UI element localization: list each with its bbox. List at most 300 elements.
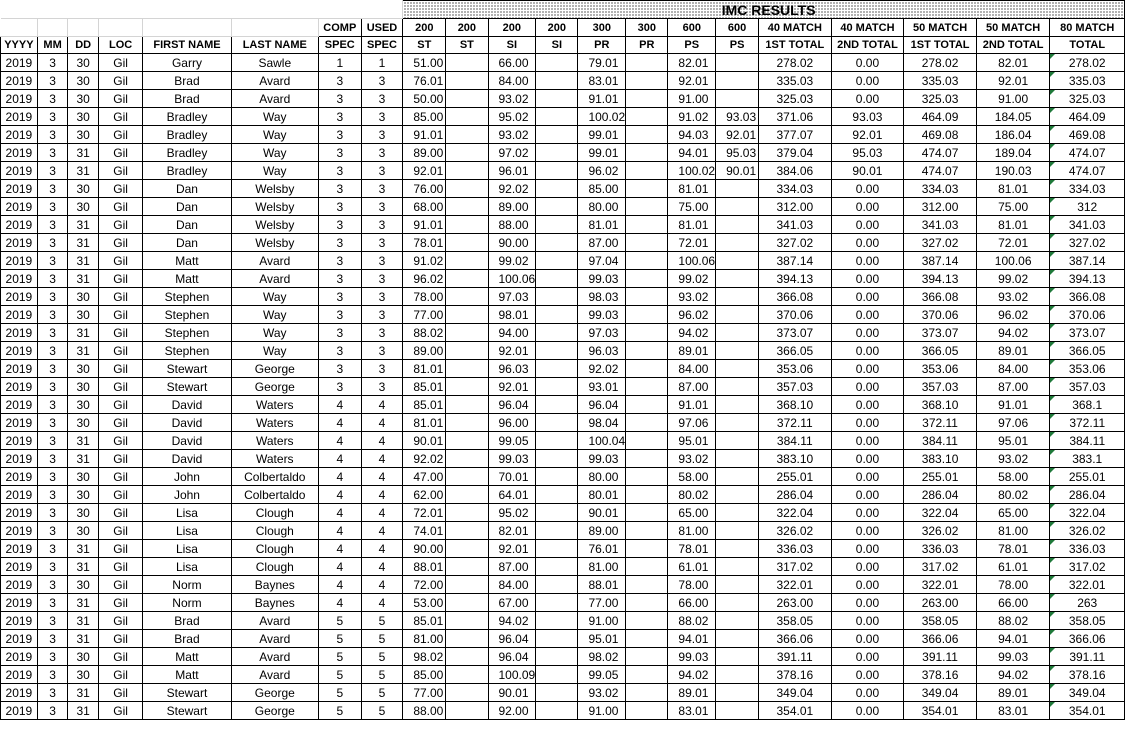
table-cell[interactable]: 3 [361,198,403,216]
table-cell[interactable]: George [231,684,318,702]
table-cell[interactable]: 322.01 [904,576,977,594]
table-cell[interactable] [536,522,578,540]
table-cell[interactable] [536,486,578,504]
table-cell[interactable]: Gil [98,72,142,90]
table-cell[interactable]: 50.00 [403,90,446,108]
table-cell[interactable]: 31 [68,324,99,342]
table-cell[interactable]: 322.04 [759,504,832,522]
table-cell[interactable]: 93.02 [976,288,1050,306]
table-cell[interactable]: 278.02 [1050,54,1125,72]
table-cell[interactable]: 312.00 [759,198,832,216]
table-cell[interactable] [446,108,488,126]
table-cell[interactable]: 394.13 [1050,270,1125,288]
table-cell[interactable] [626,396,668,414]
table-cell[interactable]: Avard [231,666,318,684]
table-cell[interactable]: 372.11 [1050,414,1125,432]
table-cell[interactable]: 2019 [1,594,38,612]
table-cell[interactable]: 4 [318,396,361,414]
table-cell[interactable]: Waters [231,414,318,432]
table-cell[interactable]: 366.05 [904,342,977,360]
table-cell[interactable]: 379.04 [759,144,832,162]
table-cell[interactable]: 94.01 [668,144,716,162]
table-cell[interactable]: 3 [37,612,68,630]
table-cell[interactable]: 322.01 [759,576,832,594]
table-cell[interactable]: 93.02 [578,684,626,702]
table-cell[interactable]: 394.13 [759,270,832,288]
header-cell[interactable]: SPEC [361,37,403,54]
blank-cells[interactable] [1,1,403,19]
table-cell[interactable] [446,306,488,324]
table-cell[interactable]: 30 [68,198,99,216]
table-cell[interactable]: 3 [318,378,361,396]
table-cell[interactable]: 31 [68,144,99,162]
table-cell[interactable]: 3 [318,234,361,252]
table-cell[interactable]: 90.01 [488,684,536,702]
table-cell[interactable] [446,558,488,576]
table-cell[interactable]: 387.14 [904,252,977,270]
table-cell[interactable]: 4 [361,576,403,594]
table-cell[interactable]: 327.02 [904,234,977,252]
table-cell[interactable]: 91.01 [403,216,446,234]
table-cell[interactable]: 387.14 [759,252,832,270]
table-cell[interactable]: 97.06 [668,414,716,432]
table-cell[interactable]: 326.02 [1050,522,1125,540]
table-cell[interactable]: 97.04 [578,252,626,270]
table-cell[interactable] [446,126,488,144]
table-cell[interactable]: 3 [361,162,403,180]
table-cell[interactable]: 469.08 [1050,126,1125,144]
table-cell[interactable] [716,504,759,522]
table-cell[interactable]: 4 [318,468,361,486]
table-cell[interactable]: 3 [37,144,68,162]
table-cell[interactable]: 4 [318,504,361,522]
table-cell[interactable]: 317.02 [1050,558,1125,576]
table-cell[interactable] [446,414,488,432]
table-cell[interactable]: 31 [68,162,99,180]
table-cell[interactable]: Gil [98,108,142,126]
table-cell[interactable]: 2019 [1,108,38,126]
table-cell[interactable]: 72.01 [976,234,1050,252]
table-cell[interactable]: 326.02 [759,522,832,540]
table-cell[interactable] [716,522,759,540]
table-cell[interactable]: 263.00 [904,594,977,612]
table-cell[interactable]: 30 [68,486,99,504]
table-cell[interactable]: 3 [37,162,68,180]
table-cell[interactable]: 64.01 [488,486,536,504]
table-cell[interactable]: Stewart [143,684,231,702]
table-cell[interactable]: 4 [361,414,403,432]
table-cell[interactable]: 5 [361,630,403,648]
table-cell[interactable]: 3 [37,270,68,288]
table-cell[interactable] [536,684,578,702]
table-cell[interactable]: 4 [361,486,403,504]
table-cell[interactable] [446,684,488,702]
table-cell[interactable]: 335.03 [759,72,832,90]
table-cell[interactable]: 4 [318,576,361,594]
table-cell[interactable]: Matt [143,252,231,270]
table-cell[interactable] [626,144,668,162]
table-cell[interactable]: 99.02 [976,270,1050,288]
table-cell[interactable]: 77.00 [403,684,446,702]
table-cell[interactable]: 99.03 [578,270,626,288]
table-cell[interactable]: 3 [37,684,68,702]
table-cell[interactable] [536,576,578,594]
header-cell[interactable]: 40 MATCH [831,19,904,37]
table-cell[interactable]: 87.00 [488,558,536,576]
table-cell[interactable]: 96.04 [578,396,626,414]
table-cell[interactable]: 99.05 [578,666,626,684]
table-cell[interactable]: 2019 [1,432,38,450]
table-cell[interactable]: 89.01 [668,684,716,702]
table-cell[interactable]: Way [231,162,318,180]
table-cell[interactable] [446,540,488,558]
table-cell[interactable]: 92.01 [403,162,446,180]
table-cell[interactable]: 2019 [1,522,38,540]
table-cell[interactable]: 349.04 [904,684,977,702]
table-cell[interactable] [536,504,578,522]
table-cell[interactable]: 3 [37,90,68,108]
table-cell[interactable]: 322.04 [1050,504,1125,522]
table-cell[interactable]: 4 [361,396,403,414]
table-cell[interactable]: Gil [98,630,142,648]
table-cell[interactable]: 186.04 [976,126,1050,144]
table-cell[interactable]: 91.01 [578,90,626,108]
table-cell[interactable]: 3 [361,144,403,162]
table-cell[interactable]: 3 [37,648,68,666]
table-cell[interactable]: 2019 [1,504,38,522]
table-cell[interactable]: 2019 [1,612,38,630]
table-cell[interactable]: 89.01 [976,684,1050,702]
table-cell[interactable] [626,558,668,576]
table-cell[interactable]: 94.02 [488,612,536,630]
table-cell[interactable] [446,162,488,180]
table-cell[interactable]: 98.01 [488,306,536,324]
table-cell[interactable]: 366.08 [904,288,977,306]
table-cell[interactable]: Stephen [143,288,231,306]
table-cell[interactable]: 384.11 [904,432,977,450]
table-cell[interactable]: 75.00 [668,198,716,216]
table-cell[interactable]: 3 [37,108,68,126]
table-cell[interactable]: 394.13 [904,270,977,288]
table-cell[interactable]: 81.01 [403,360,446,378]
header-cell[interactable]: ST [446,37,488,54]
table-cell[interactable]: 82.01 [488,522,536,540]
table-cell[interactable]: 3 [37,252,68,270]
table-cell[interactable]: 88.00 [403,702,446,720]
table-cell[interactable]: 99.01 [578,126,626,144]
table-cell[interactable]: Stewart [143,702,231,720]
table-cell[interactable]: Gil [98,252,142,270]
table-cell[interactable]: 92.01 [488,342,536,360]
table-cell[interactable]: Brad [143,90,231,108]
table-cell[interactable]: 3 [318,252,361,270]
table-cell[interactable]: 3 [37,702,68,720]
header-cell[interactable]: FIRST NAME [143,37,231,54]
table-cell[interactable]: 92.01 [668,72,716,90]
table-cell[interactable]: Avard [231,648,318,666]
table-cell[interactable]: 93.02 [976,450,1050,468]
table-cell[interactable]: 99.03 [578,306,626,324]
table-cell[interactable]: 61.01 [668,558,716,576]
table-cell[interactable]: Sawle [231,54,318,72]
table-cell[interactable]: 81.00 [403,630,446,648]
table-cell[interactable] [716,612,759,630]
table-cell[interactable]: 0.00 [831,378,904,396]
table-cell[interactable]: Gil [98,216,142,234]
table-cell[interactable]: 5 [318,684,361,702]
table-cell[interactable] [536,360,578,378]
table-cell[interactable]: George [231,702,318,720]
table-cell[interactable]: 383.1 [1050,450,1125,468]
table-cell[interactable]: 358.05 [759,612,832,630]
table-cell[interactable]: 66.00 [668,594,716,612]
table-cell[interactable]: Clough [231,558,318,576]
table-cell[interactable]: 3 [361,180,403,198]
table-cell[interactable]: Bradley [143,108,231,126]
table-cell[interactable]: 3 [361,288,403,306]
table-cell[interactable]: 3 [37,306,68,324]
table-cell[interactable]: 3 [361,72,403,90]
table-cell[interactable] [626,54,668,72]
table-cell[interactable]: 378.16 [904,666,977,684]
table-cell[interactable]: 0.00 [831,234,904,252]
table-cell[interactable]: 3 [37,576,68,594]
table-cell[interactable] [536,270,578,288]
table-cell[interactable]: Stewart [143,360,231,378]
table-cell[interactable]: Garry [143,54,231,72]
table-cell[interactable] [536,594,578,612]
table-cell[interactable] [626,342,668,360]
table-cell[interactable]: 336.03 [1050,540,1125,558]
table-cell[interactable] [626,504,668,522]
table-cell[interactable]: 99.01 [578,144,626,162]
table-cell[interactable]: 30 [68,576,99,594]
table-cell[interactable] [536,306,578,324]
table-cell[interactable]: 78.01 [976,540,1050,558]
table-cell[interactable]: 3 [361,306,403,324]
table-cell[interactable]: 3 [361,378,403,396]
table-cell[interactable] [626,702,668,720]
table-cell[interactable]: 3 [318,162,361,180]
table-cell[interactable]: 2019 [1,126,38,144]
table-cell[interactable]: Matt [143,270,231,288]
table-cell[interactable]: 97.03 [488,288,536,306]
table-cell[interactable]: 4 [361,558,403,576]
table-cell[interactable]: Brad [143,72,231,90]
table-cell[interactable]: 3 [318,306,361,324]
table-cell[interactable]: Lisa [143,558,231,576]
table-cell[interactable]: 2019 [1,378,38,396]
table-cell[interactable]: 366.08 [759,288,832,306]
table-cell[interactable]: 3 [318,180,361,198]
table-cell[interactable]: 357.03 [904,378,977,396]
table-cell[interactable]: 3 [37,180,68,198]
table-cell[interactable] [536,216,578,234]
table-cell[interactable]: David [143,414,231,432]
table-cell[interactable]: 2019 [1,216,38,234]
table-cell[interactable]: 0.00 [831,432,904,450]
table-cell[interactable]: Gil [98,414,142,432]
table-cell[interactable]: 84.00 [976,360,1050,378]
table-cell[interactable]: 384.11 [759,432,832,450]
table-cell[interactable]: 95.01 [578,630,626,648]
table-cell[interactable]: 0.00 [831,342,904,360]
table-cell[interactable]: 368.10 [904,396,977,414]
table-cell[interactable]: Baynes [231,594,318,612]
table-cell[interactable]: 391.11 [1050,648,1125,666]
table-cell[interactable]: 286.04 [759,486,832,504]
table-cell[interactable]: 83.01 [668,702,716,720]
header-cell[interactable]: PS [668,37,716,54]
table-cell[interactable] [716,450,759,468]
table-cell[interactable]: 336.03 [759,540,832,558]
table-cell[interactable]: George [231,360,318,378]
table-cell[interactable]: 83.01 [976,702,1050,720]
table-cell[interactable]: 91.02 [668,108,716,126]
table-cell[interactable]: 3 [37,324,68,342]
table-cell[interactable]: Bradley [143,126,231,144]
table-cell[interactable]: 335.03 [904,72,977,90]
table-cell[interactable]: George [231,378,318,396]
table-cell[interactable] [446,324,488,342]
table-cell[interactable]: 92.00 [488,702,536,720]
table-cell[interactable]: Brad [143,630,231,648]
table-cell[interactable] [626,72,668,90]
table-cell[interactable]: Gil [98,126,142,144]
table-cell[interactable]: 66.00 [488,54,536,72]
table-cell[interactable]: 2019 [1,72,38,90]
table-cell[interactable]: 88.01 [403,558,446,576]
table-cell[interactable]: 255.01 [759,468,832,486]
table-cell[interactable]: 30 [68,72,99,90]
table-cell[interactable]: 3 [37,414,68,432]
table-cell[interactable]: 353.06 [904,360,977,378]
table-cell[interactable]: 312 [1050,198,1125,216]
table-cell[interactable]: Gil [98,432,142,450]
table-cell[interactable]: 4 [318,450,361,468]
table-cell[interactable]: 4 [361,468,403,486]
header-cell[interactable]: 1ST TOTAL [904,37,977,54]
header-cell[interactable]: 50 MATCH [904,19,977,37]
table-cell[interactable]: Avard [231,72,318,90]
table-cell[interactable]: Clough [231,522,318,540]
table-cell[interactable] [626,306,668,324]
table-cell[interactable] [536,702,578,720]
table-cell[interactable] [626,270,668,288]
table-cell[interactable] [536,72,578,90]
table-cell[interactable]: 31 [68,216,99,234]
table-cell[interactable]: 0.00 [831,252,904,270]
table-cell[interactable]: 88.02 [976,612,1050,630]
table-cell[interactable]: Lisa [143,540,231,558]
table-cell[interactable]: 30 [68,396,99,414]
table-cell[interactable]: Avard [231,270,318,288]
table-cell[interactable] [536,126,578,144]
table-cell[interactable]: 92.01 [488,378,536,396]
table-cell[interactable]: Stewart [143,378,231,396]
table-cell[interactable]: 88.00 [488,216,536,234]
header-cell[interactable]: PR [626,37,668,54]
table-cell[interactable]: 89.00 [403,342,446,360]
table-cell[interactable]: 87.00 [668,378,716,396]
table-cell[interactable]: 98.03 [578,288,626,306]
table-cell[interactable]: Welsby [231,198,318,216]
table-cell[interactable]: 30 [68,306,99,324]
table-cell[interactable]: 3 [37,288,68,306]
table-cell[interactable]: Gil [98,324,142,342]
table-cell[interactable]: 3 [361,90,403,108]
header-cell[interactable]: USED [361,19,403,37]
table-cell[interactable]: 4 [361,540,403,558]
table-cell[interactable]: 3 [37,486,68,504]
table-cell[interactable]: 325.03 [1050,90,1125,108]
table-cell[interactable]: 263.00 [759,594,832,612]
header-cell[interactable]: 600 [668,19,716,37]
table-cell[interactable]: 4 [361,594,403,612]
table-cell[interactable]: 81.01 [668,180,716,198]
table-cell[interactable] [626,612,668,630]
table-cell[interactable]: 3 [37,378,68,396]
table-cell[interactable]: 354.01 [759,702,832,720]
table-cell[interactable] [626,450,668,468]
table-cell[interactable]: 94.02 [976,324,1050,342]
table-cell[interactable]: 72.00 [403,576,446,594]
table-cell[interactable]: Gil [98,486,142,504]
table-cell[interactable]: 0.00 [831,630,904,648]
header-cell[interactable]: 600 [716,19,759,37]
table-cell[interactable]: 77.00 [403,306,446,324]
table-cell[interactable] [626,198,668,216]
table-cell[interactable]: 31 [68,234,99,252]
table-cell[interactable]: 31 [68,558,99,576]
table-cell[interactable]: 90.00 [488,234,536,252]
table-cell[interactable]: 81.01 [403,414,446,432]
table-cell[interactable]: 3 [37,558,68,576]
table-cell[interactable]: 30 [68,414,99,432]
table-cell[interactable] [626,630,668,648]
table-cell[interactable]: Gil [98,360,142,378]
table-cell[interactable] [716,342,759,360]
table-cell[interactable] [626,414,668,432]
table-cell[interactable]: 99.02 [668,270,716,288]
table-cell[interactable] [716,306,759,324]
table-cell[interactable] [716,486,759,504]
table-cell[interactable] [626,648,668,666]
table-cell[interactable]: 92.02 [403,450,446,468]
table-cell[interactable]: 2019 [1,54,38,72]
table-cell[interactable]: Dan [143,180,231,198]
table-cell[interactable]: 0.00 [831,450,904,468]
table-cell[interactable]: 96.01 [488,162,536,180]
table-cell[interactable] [446,522,488,540]
table-cell[interactable] [536,414,578,432]
table-cell[interactable]: 31 [68,702,99,720]
table-cell[interactable]: 62.00 [403,486,446,504]
table-cell[interactable]: 312.00 [904,198,977,216]
table-cell[interactable] [446,180,488,198]
table-cell[interactable]: 0.00 [831,324,904,342]
table-cell[interactable]: 2019 [1,270,38,288]
table-cell[interactable]: 2019 [1,288,38,306]
table-cell[interactable]: 95.01 [976,432,1050,450]
table-cell[interactable]: 474.07 [1050,162,1125,180]
table-cell[interactable]: 92.01 [831,126,904,144]
table-cell[interactable]: 0.00 [831,522,904,540]
table-cell[interactable]: 96.02 [668,306,716,324]
table-cell[interactable]: 3 [361,270,403,288]
table-cell[interactable]: 255.01 [904,468,977,486]
table-cell[interactable]: 91.00 [578,702,626,720]
